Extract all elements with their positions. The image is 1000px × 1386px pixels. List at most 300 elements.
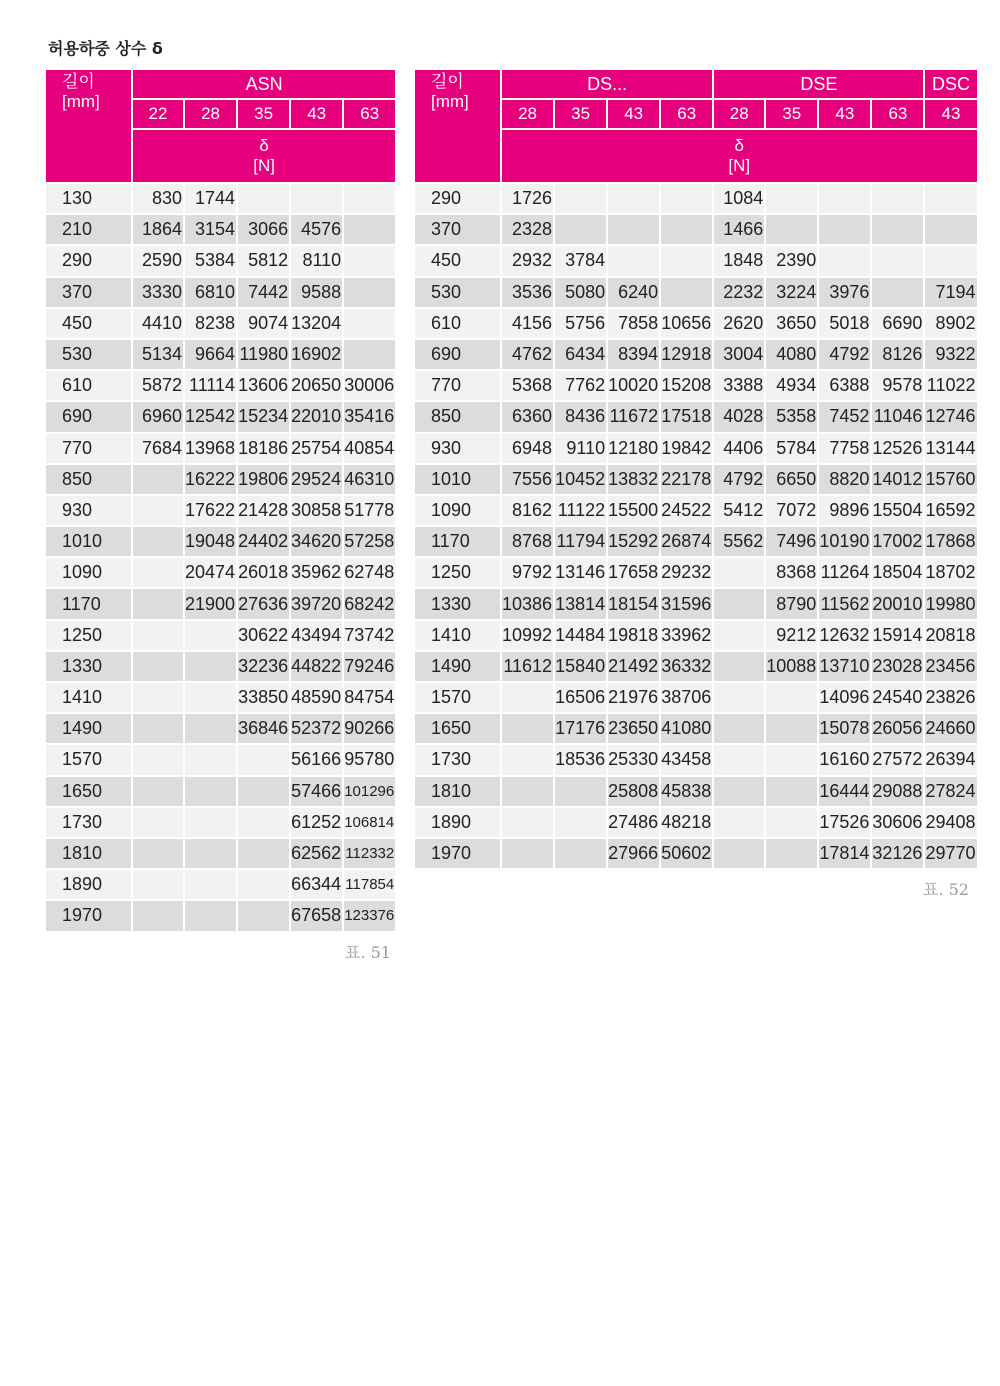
value-cell: 18702 [925, 558, 976, 587]
value-cell [344, 184, 395, 213]
table-row [46, 652, 395, 681]
value-cell [185, 683, 236, 712]
value-cell: 11612 [502, 652, 553, 681]
value-cell: 29524 [291, 465, 342, 494]
value-cell: 4792 [819, 340, 870, 369]
value-cell [133, 465, 183, 494]
value-cell [133, 714, 183, 743]
value-cell: 95780 [344, 745, 395, 774]
value-cell: 13814 [555, 589, 606, 618]
value-cell [185, 652, 236, 681]
value-cell [766, 184, 817, 213]
value-cell: 6434 [555, 340, 606, 369]
value-cell [133, 901, 183, 930]
table-row [46, 870, 395, 899]
value-cell [555, 184, 606, 213]
value-cell: 13204 [291, 309, 342, 338]
size-header: 43 [925, 100, 976, 128]
value-cell: 19818 [608, 621, 659, 650]
value-cell: 18536 [555, 745, 606, 774]
length-cell: 1490 [415, 652, 500, 681]
size-header: 28 [714, 100, 764, 128]
length-cell: 1330 [415, 589, 500, 618]
size-header: 35 [238, 100, 289, 128]
value-cell: 11562 [819, 589, 870, 618]
value-cell: 15292 [608, 527, 659, 556]
length-cell: 850 [46, 465, 131, 494]
value-cell: 8162 [502, 496, 553, 525]
value-cell: 8110 [291, 246, 342, 275]
value-cell: 15760 [925, 465, 976, 494]
value-cell [502, 777, 553, 806]
table-row [46, 465, 395, 494]
table-row [415, 808, 977, 837]
table-row [415, 527, 977, 556]
value-cell [766, 777, 817, 806]
value-cell [185, 901, 236, 930]
value-cell: 8394 [608, 340, 659, 369]
value-cell [766, 215, 817, 244]
length-cell: 1170 [46, 589, 131, 618]
group-header: DSC [925, 70, 976, 98]
value-cell: 16506 [555, 683, 606, 712]
table-row [46, 371, 395, 400]
table-row [46, 745, 395, 774]
value-cell [344, 278, 395, 307]
value-cell: 9664 [185, 340, 236, 369]
value-cell [714, 745, 764, 774]
value-cell: 12918 [661, 340, 712, 369]
value-cell: 8368 [766, 558, 817, 587]
value-cell: 8790 [766, 589, 817, 618]
value-cell: 15500 [608, 496, 659, 525]
value-cell: 30858 [291, 496, 342, 525]
value-cell: 112332 [344, 839, 395, 868]
value-cell [133, 839, 183, 868]
size-header: 28 [502, 100, 553, 128]
value-cell [238, 870, 289, 899]
value-cell: 9896 [819, 496, 870, 525]
value-cell: 6650 [766, 465, 817, 494]
value-cell: 15504 [872, 496, 923, 525]
value-cell: 17622 [185, 496, 236, 525]
value-cell [238, 839, 289, 868]
table-row [46, 434, 395, 463]
value-cell: 5368 [502, 371, 553, 400]
value-cell [133, 558, 183, 587]
value-cell: 5384 [185, 246, 236, 275]
table-row [415, 496, 977, 525]
value-cell [238, 777, 289, 806]
length-cell: 610 [415, 309, 500, 338]
value-cell: 20818 [925, 621, 976, 650]
value-cell: 84754 [344, 683, 395, 712]
value-cell: 1864 [133, 215, 183, 244]
value-cell: 51778 [344, 496, 395, 525]
value-cell: 5784 [766, 434, 817, 463]
size-header: 63 [344, 100, 395, 128]
value-cell: 15234 [238, 402, 289, 431]
value-cell: 18186 [238, 434, 289, 463]
value-cell: 5812 [238, 246, 289, 275]
value-cell [238, 745, 289, 774]
length-cell: 130 [46, 184, 131, 213]
value-cell [714, 683, 764, 712]
table-row [46, 777, 395, 806]
length-cell: 1410 [415, 621, 500, 650]
value-cell: 20474 [185, 558, 236, 587]
value-cell: 4934 [766, 371, 817, 400]
value-cell: 14096 [819, 683, 870, 712]
value-cell [133, 683, 183, 712]
length-cell: 530 [415, 278, 500, 307]
value-cell: 23028 [872, 652, 923, 681]
value-cell: 1726 [502, 184, 553, 213]
table-row [46, 558, 395, 587]
value-cell [714, 652, 764, 681]
value-cell: 4576 [291, 215, 342, 244]
length-cell: 1970 [46, 901, 131, 930]
length-cell: 930 [415, 434, 500, 463]
value-cell: 46310 [344, 465, 395, 494]
table-caption-51: 표. 51 [345, 943, 391, 962]
value-cell: 16592 [925, 496, 976, 525]
value-cell [661, 246, 712, 275]
value-cell: 6360 [502, 402, 553, 431]
length-cell: 1250 [415, 558, 500, 587]
value-cell [714, 589, 764, 618]
value-cell: 17176 [555, 714, 606, 743]
value-cell: 3224 [766, 278, 817, 307]
value-cell: 44822 [291, 652, 342, 681]
length-cell: 1730 [415, 745, 500, 774]
value-cell: 32236 [238, 652, 289, 681]
value-cell: 25330 [608, 745, 659, 774]
value-cell: 20010 [872, 589, 923, 618]
value-cell: 9578 [872, 371, 923, 400]
value-cell: 6388 [819, 371, 870, 400]
length-cell: 530 [46, 340, 131, 369]
value-cell: 7496 [766, 527, 817, 556]
value-cell: 9212 [766, 621, 817, 650]
value-cell: 19048 [185, 527, 236, 556]
value-cell: 5358 [766, 402, 817, 431]
length-cell: 1570 [415, 683, 500, 712]
value-cell: 6240 [608, 278, 659, 307]
value-cell: 29088 [872, 777, 923, 806]
table-row [46, 246, 395, 275]
table-row [415, 777, 977, 806]
value-cell: 7556 [502, 465, 553, 494]
value-cell: 12180 [608, 434, 659, 463]
value-cell [133, 808, 183, 837]
value-cell: 90266 [344, 714, 395, 743]
value-cell: 13606 [238, 371, 289, 400]
value-cell [555, 839, 606, 868]
value-cell [819, 246, 870, 275]
value-cell: 3154 [185, 215, 236, 244]
table-row [415, 714, 977, 743]
value-cell: 18504 [872, 558, 923, 587]
value-cell: 40854 [344, 434, 395, 463]
value-cell: 11022 [925, 371, 976, 400]
value-cell: 3650 [766, 309, 817, 338]
delta-unit: [N] [253, 156, 275, 175]
length-cell: 610 [46, 371, 131, 400]
value-cell: 5018 [819, 309, 870, 338]
value-cell: 24522 [661, 496, 712, 525]
value-cell: 6810 [185, 278, 236, 307]
value-cell: 23456 [925, 652, 976, 681]
table-row [415, 371, 977, 400]
value-cell: 25754 [291, 434, 342, 463]
value-cell [872, 215, 923, 244]
value-cell: 5412 [714, 496, 764, 525]
value-cell: 830 [133, 184, 183, 213]
value-cell: 26874 [661, 527, 712, 556]
length-cell: 1330 [46, 652, 131, 681]
value-cell: 8768 [502, 527, 553, 556]
table-row [415, 558, 977, 587]
value-cell [185, 714, 236, 743]
length-cell: 1490 [46, 714, 131, 743]
value-cell: 23826 [925, 683, 976, 712]
value-cell: 15208 [661, 371, 712, 400]
value-cell [133, 527, 183, 556]
length-label: 길이 [431, 72, 464, 91]
value-cell: 7762 [555, 371, 606, 400]
table-row [46, 184, 395, 213]
value-cell: 36332 [661, 652, 712, 681]
value-cell: 101296 [344, 777, 395, 806]
length-label: 길이 [62, 72, 95, 91]
length-header [46, 70, 131, 182]
length-cell: 1250 [46, 621, 131, 650]
value-cell: 5872 [133, 371, 183, 400]
value-cell: 10452 [555, 465, 606, 494]
table-row [415, 621, 977, 650]
length-unit: [mm] [431, 92, 469, 111]
value-cell: 57466 [291, 777, 342, 806]
value-cell: 2620 [714, 309, 764, 338]
value-cell [238, 184, 289, 213]
value-cell: 3066 [238, 215, 289, 244]
value-cell [133, 777, 183, 806]
value-cell: 5134 [133, 340, 183, 369]
value-cell: 24402 [238, 527, 289, 556]
value-cell [608, 246, 659, 275]
table-row [415, 839, 977, 868]
value-cell: 43494 [291, 621, 342, 650]
value-cell: 4792 [714, 465, 764, 494]
value-cell: 3388 [714, 371, 764, 400]
length-cell: 1810 [46, 839, 131, 868]
value-cell: 20650 [291, 371, 342, 400]
length-cell: 1730 [46, 808, 131, 837]
value-cell: 3976 [819, 278, 870, 307]
value-cell: 10088 [766, 652, 817, 681]
value-cell: 10190 [819, 527, 870, 556]
table-row [46, 402, 395, 431]
group-header: DS... [502, 70, 712, 98]
value-cell: 7072 [766, 496, 817, 525]
delta-unit: [N] [728, 156, 751, 175]
value-cell: 8902 [925, 309, 976, 338]
value-cell: 10656 [661, 309, 712, 338]
delta-symbol: δ [734, 136, 744, 155]
value-cell: 4406 [714, 434, 764, 463]
value-cell: 4762 [502, 340, 553, 369]
value-cell: 30606 [872, 808, 923, 837]
value-cell: 48218 [661, 808, 712, 837]
value-cell: 9074 [238, 309, 289, 338]
value-cell [925, 215, 976, 244]
value-cell: 62562 [291, 839, 342, 868]
table-row [415, 652, 977, 681]
value-cell: 33962 [661, 621, 712, 650]
value-cell: 11980 [238, 340, 289, 369]
value-cell: 26056 [872, 714, 923, 743]
length-cell: 1810 [415, 777, 500, 806]
value-cell [555, 808, 606, 837]
value-cell: 7442 [238, 278, 289, 307]
value-cell: 4410 [133, 309, 183, 338]
value-cell: 2232 [714, 278, 764, 307]
value-cell: 21428 [238, 496, 289, 525]
value-cell: 8436 [555, 402, 606, 431]
size-header: 43 [291, 100, 342, 128]
value-cell [185, 870, 236, 899]
length-cell: 1090 [46, 558, 131, 587]
length-cell: 210 [46, 215, 131, 244]
table-row [415, 246, 977, 275]
table-row [46, 527, 395, 556]
value-cell: 123376 [344, 901, 395, 930]
table-row [415, 589, 977, 618]
length-cell: 1170 [415, 527, 500, 556]
value-cell: 24540 [872, 683, 923, 712]
group-header: DSE [714, 70, 923, 98]
value-cell [185, 808, 236, 837]
value-cell [502, 714, 553, 743]
table-row [46, 340, 395, 369]
value-cell: 16222 [185, 465, 236, 494]
table-row [46, 496, 395, 525]
value-cell [502, 683, 553, 712]
value-cell: 66344 [291, 870, 342, 899]
value-cell: 1084 [714, 184, 764, 213]
table-51 [44, 68, 397, 933]
value-cell [661, 215, 712, 244]
value-cell: 67658 [291, 901, 342, 930]
value-cell: 1744 [185, 184, 236, 213]
value-cell: 17002 [872, 527, 923, 556]
value-cell [185, 839, 236, 868]
table-row [46, 714, 395, 743]
value-cell: 12526 [872, 434, 923, 463]
value-cell: 35416 [344, 402, 395, 431]
value-cell: 21492 [608, 652, 659, 681]
value-cell: 10992 [502, 621, 553, 650]
length-cell: 930 [46, 496, 131, 525]
table-row [46, 278, 395, 307]
value-cell [555, 777, 606, 806]
value-cell: 11794 [555, 527, 606, 556]
length-cell: 1010 [46, 527, 131, 556]
length-cell: 370 [415, 215, 500, 244]
table-row [415, 278, 977, 307]
value-cell: 12542 [185, 402, 236, 431]
value-cell: 19980 [925, 589, 976, 618]
value-cell [925, 246, 976, 275]
length-unit: [mm] [62, 92, 100, 111]
value-cell: 2390 [766, 246, 817, 275]
value-cell: 45838 [661, 777, 712, 806]
table-row [415, 184, 977, 213]
value-cell: 27966 [608, 839, 659, 868]
value-cell: 13968 [185, 434, 236, 463]
size-header: 63 [661, 100, 712, 128]
length-cell: 850 [415, 402, 500, 431]
length-cell: 1010 [415, 465, 500, 494]
value-cell: 12746 [925, 402, 976, 431]
value-cell: 57258 [344, 527, 395, 556]
value-cell [661, 278, 712, 307]
value-cell: 24660 [925, 714, 976, 743]
value-cell: 13832 [608, 465, 659, 494]
value-cell: 23650 [608, 714, 659, 743]
value-cell: 6948 [502, 434, 553, 463]
table-row [415, 309, 977, 338]
value-cell [185, 745, 236, 774]
table-row [46, 683, 395, 712]
value-cell: 10020 [608, 371, 659, 400]
value-cell: 33850 [238, 683, 289, 712]
value-cell: 29232 [661, 558, 712, 587]
table-row [415, 745, 977, 774]
value-cell [925, 184, 976, 213]
length-cell: 1090 [415, 496, 500, 525]
value-cell: 56166 [291, 745, 342, 774]
value-cell [238, 901, 289, 930]
value-cell: 3784 [555, 246, 606, 275]
value-cell: 10386 [502, 589, 553, 618]
value-cell [133, 496, 183, 525]
size-header: 22 [133, 100, 183, 128]
value-cell: 19806 [238, 465, 289, 494]
value-cell: 68242 [344, 589, 395, 618]
value-cell: 62748 [344, 558, 395, 587]
value-cell: 117854 [344, 870, 395, 899]
value-cell: 15078 [819, 714, 870, 743]
value-cell: 3330 [133, 278, 183, 307]
value-cell: 41080 [661, 714, 712, 743]
group-header-asn: ASN [133, 70, 395, 98]
delta-symbol: δ [259, 136, 269, 155]
value-cell [766, 683, 817, 712]
value-cell [608, 215, 659, 244]
value-cell: 9322 [925, 340, 976, 369]
value-cell: 34620 [291, 527, 342, 556]
length-cell: 690 [415, 340, 500, 369]
value-cell [185, 621, 236, 650]
value-cell: 15840 [555, 652, 606, 681]
value-cell: 27572 [872, 745, 923, 774]
value-cell [714, 714, 764, 743]
value-cell: 38706 [661, 683, 712, 712]
table-row [46, 621, 395, 650]
value-cell [714, 558, 764, 587]
